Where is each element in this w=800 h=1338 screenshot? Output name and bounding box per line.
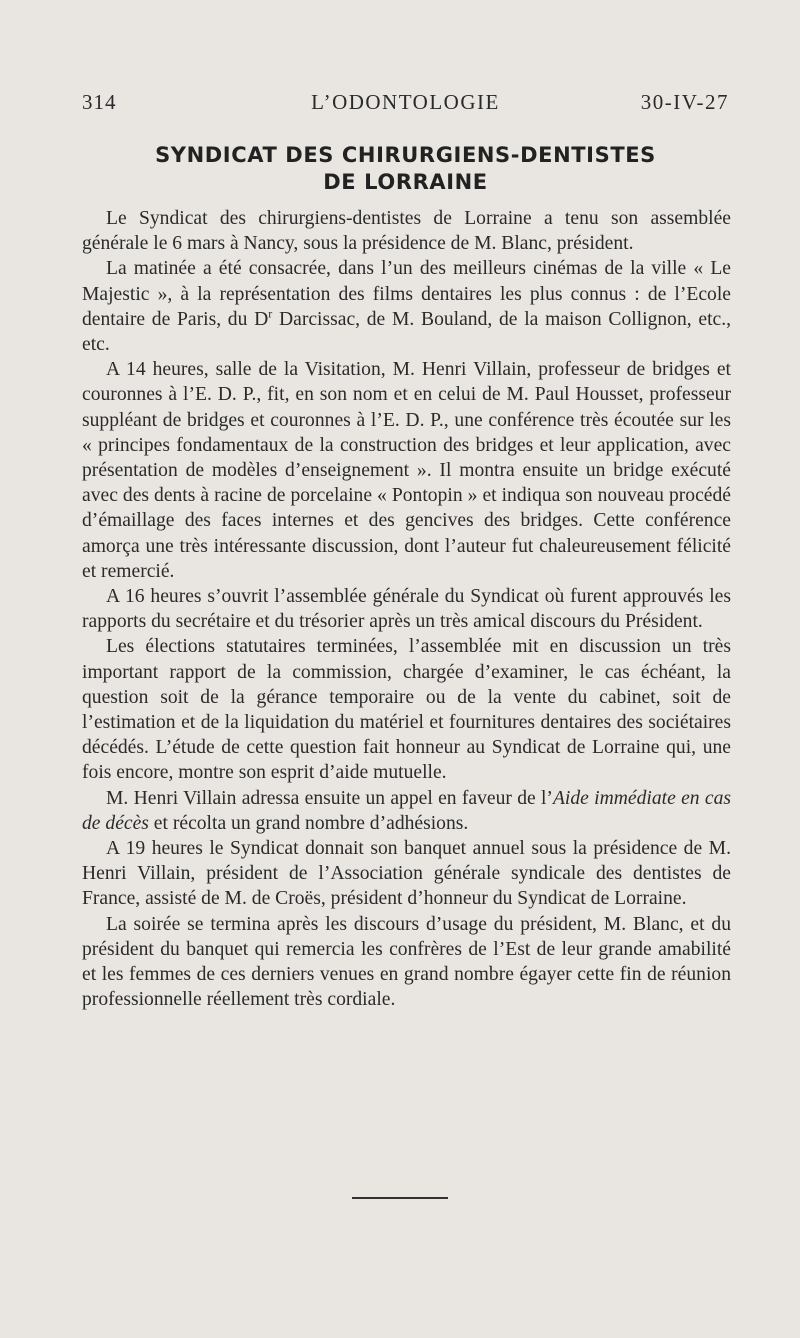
doctor-abbrev-superscript: r [268,306,273,321]
paragraph-1: Le Syndicat des chirurgiens-dentistes de Lorraine a tenu son assemblée générale le 6 mars à Nancy, sous la présidence de M. Blanc, président. [82,208,731,255]
paragraph-6 [82,786,731,836]
paragraph-2-part-a: La matinée a été consacrée, dans l’un des meilleurs cinémas de la ville « Le Majestic », à la représentation des films dentaires les plus connus : de l’Ecole dentaire de Paris, du D [82,258,731,330]
article-title-line-2: DE LORRAINE [323,170,488,194]
paragraph-2 [82,256,731,357]
running-header [82,90,729,120]
article-title-line-1: SYNDICAT DES CHIRURGIENS-DENTISTES [155,143,656,167]
journal-title: L’ODONTOLOGIE [311,90,500,114]
paragraph-6-italic: Aide immédiate en cas de décès [82,787,731,834]
issue-date: 30-IV-27 [640,90,729,114]
page-number: 314 [82,90,117,114]
paragraph-6-part-a: M. Henri Villain adressa ensuite un appel en faveur de l’ [106,787,553,809]
paragraph-3: A 14 heures, salle de la Visitation, M. Henri Villain, professeur de bridges et couronnes à l’E. D. P., fit, en son nom et en celui de M. Paul Housset, professeur suppléant de bridges et couronnes à l’E. D. P., une conférence très écoutée sur les « principes fondamentaux de la construction des bridges et leur application, avec présentation de modèles d’enseignement ». Il montra ensuite un bridge exécuté avec des dents à racine de porcelaine « Pontopin » et indiqua son nouveau procédé d’émaillage des faces internes et des gencives des bridges. Cette conférence amorça une très intéressante discussion, dont l’auteur fut chaleureusement félicité et remercié. [82,359,731,582]
article-title [82,142,729,196]
paragraph-7: A 19 heures le Syndicat donnait son banquet annuel sous la présidence de M. Henri Villain, président de l’Association générale syndicale des dentistes de France, assisté de M. de Croës, président d’honneur du Syndicat de Lorraine. [82,838,731,910]
section-end-rule [352,1197,448,1199]
paragraph-8: La soirée se termina après les discours d’usage du président, M. Blanc, et du président du banquet qui remercia les confrères de l’Est de leur grande amabilité et les femmes de ces derniers venues en grand nombre égayer cette fin de réunion professionnelle réellement très cordiale. [82,913,731,1011]
paragraph-4: A 16 heures s’ouvrit l’assemblée générale du Syndicat où furent approuvés les rapports du secrétaire et du trésorier après un très amical discours du Président. [82,586,731,633]
article-body [82,206,731,1013]
paragraph-2-part-b: Darcissac, de M. Bouland, de la maison Collignon, etc., etc. [82,308,732,356]
paragraph-5: Les élections statutaires terminées, l’assemblée mit en discussion un très important rapport de la commission, chargée d’examiner, le cas échéant, la question soit de la gérance temporaire ou de la vente du cabinet, soit de l’estimation et de la liquidation du matériel et fournitures dentaires des sociétaires décédés. L’étude de cette question fait honneur au Syndicat de Lorraine qui, une fois encore, montre son esprit d’aide mutuelle. [82,636,731,784]
paragraph-6-part-b: et récolta un grand nombre d’adhésions. [148,812,469,834]
